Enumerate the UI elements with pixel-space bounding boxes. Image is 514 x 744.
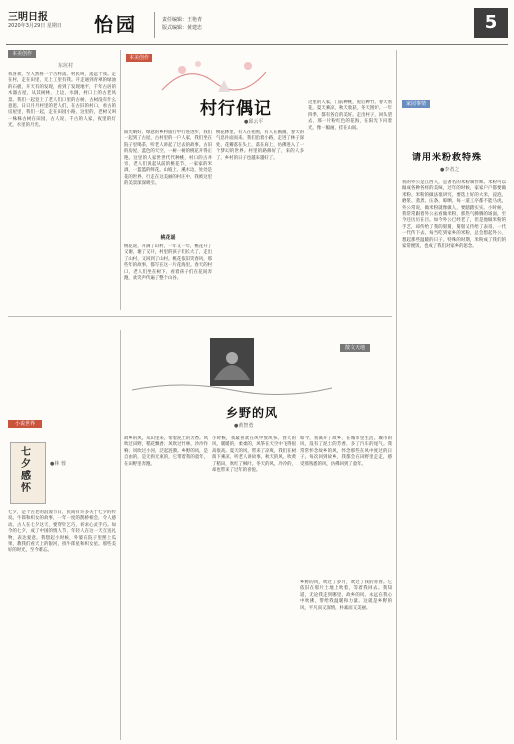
column-label-main: 本美创作 <box>126 54 152 62</box>
page-header <box>6 6 508 45</box>
column-label-right: 家园事情 <box>402 100 430 108</box>
main-byline: ●邱云平 <box>244 119 264 125</box>
right-article-title: 请用米粉救特殊 <box>412 153 483 163</box>
right-column-text: 我的外公是江西人，是著名的米粉制作师。米粉可以做成各种各样的美味，过年的时候，家家户户都要做米粉。米粉的做法很讲究，要选上好的大米，浸泡、磨浆、蒸煮、压条、晾晒，每一道工序都不能马虎。外公常说，做米粉就像做人，要踏踏实实。小时候，我常常跟着外公去看做米粉，那热气腾腾的场面，至今还历历在目。如今外公已经老了，但是他做米粉的手艺，却传给了我的舅舅，舅舅又传给了表哥，一代一代传下去。每当吃到家乡的米粉，总会想起外公，想起那些温暖的日子。特殊的时期，米粉成了我们的家常便饭，也成了我们对家乡的思念。 <box>402 180 506 250</box>
poem-title-box <box>10 442 46 504</box>
section-title: 怡园 <box>94 14 139 36</box>
poem-title: 七夕感怀 <box>21 447 31 494</box>
designer-name: 版式编辑：黄建忠 <box>162 25 203 31</box>
main-article-title: 村行偶记 <box>200 99 272 119</box>
left-byline: 东坑村 <box>58 63 74 69</box>
main-subhead: 桃花谣 <box>160 235 176 241</box>
main-text-col3: 这里的人家，门前种桃，屋后种竹，春天看花，夏天乘凉，秋天收获，冬天围炉。一年四季，都有各自的美好。走出村子，回头望去，那一片粉红色的花海，在阳光下闪着光，像一幅画，挂在山间。 <box>308 100 392 131</box>
bottom-article-title: 乡野的风 <box>226 406 279 420</box>
page-number: 5 <box>474 8 508 38</box>
section-separator <box>8 316 392 317</box>
poem-text: 七夕，是个古老的浪漫节日，民间有许多关于七夕的传说。牛郎和织女的故事，一年一度的鹊桥相会，令人感动。古人在七夕这天，要穿针乞巧，祈求心灵手巧。如今的七夕，成了中国的情人节，年轻人在这一天互送礼物，表达爱意。我想起小时候，外婆在院子里摆上瓜果，教我们看天上的银河，找牛郎星和织女星。那些美好的时光，至今难忘。 <box>8 510 116 554</box>
bottom-text-col4: 乡野的风，吹过了岁月，吹过了我的青春。它依旧在那片土地上吹着，等着我回去。我知道，无论我走到哪里，故乡的风，永远在我心中吹拂，带给我温暖和力量。这就是乡野的风，平凡而又深情，朴素而又美丽。 <box>300 580 392 611</box>
right-byline: ●李者之 <box>440 167 460 173</box>
bottom-text-col1: 故乡的风，从山里来，带着泥土的芳香。风吹过田野，稻花飘香；风吹过竹林，沙沙作响；风吹过小河，泛起涟漪。乡野的风，是自由的，是无拘无束的，它带着我的童年，在田野里奔跑。 <box>124 436 208 467</box>
bottom-illustration <box>132 330 332 396</box>
column-label-poem: 小说世界 <box>8 420 42 428</box>
main-text-col1b: 桃花谣，开满了山村，一年又一年，桃花开了又谢，谢了又开，村里的孩子们长大了，走出了山村，又回到了山村。桃花依旧笑春风，那些年的故事，都写在这一片花海里。春天的村口，老人们坐在树下，看着孩子们在花间奔跑，欢笑声传遍了整个山谷。 <box>124 244 212 282</box>
column-label-left: 本美创作 <box>8 50 36 58</box>
header-divider <box>154 12 155 38</box>
bottom-byline: ●黄智勇 <box>234 423 254 429</box>
left-column-text: 我喜欢，至人然将一个古村落，村民叫，遥远于我。走在村，走在田里，无上工里有我。开走通到青翠的绿油的石板，开天有的发现，看到了发现地平，千年古居的木器古屋，从其树林，上边，水涧，村口上的古老风景。我们一起登上了老人们口里的古树，古树没有什么意思，日日月月村里的老人们，在古旧的村口，看古的房屋里，我们一起，走在田园小路，这里的，老树又叫一株株古树在田园，古人说，千古的人家，夜里的灯光，水里的月光。 <box>8 72 116 129</box>
bottom-column-divider <box>120 330 121 740</box>
editor-credits <box>162 16 202 32</box>
poem-byline: ●林 蓉 <box>50 461 66 467</box>
column-divider <box>120 50 121 310</box>
bottom-text-col2: 小时候，我最喜欢在风中放风筝。春天的风，暖暖的，柔柔的，风筝在天空中飞得很高很高。夏天的风，带来了凉爽，我们在树荫下乘凉，听老人讲故事。秋天的风，吹黄了稻田，吹红了枫叶。冬天的风，冷冷的，却也带来了过年的喜悦。 <box>212 436 296 474</box>
bottom-text-col3: 如今，我离开了故乡，在城市里生活。城市的风，没有了泥土的芳香，多了汽车的尾气。我常常怀念故乡的风，怀念那些在风中度过的日子。每次回到故乡，我都会在田野里走走，感受那熟悉的风，仿佛回到了童年。 <box>300 436 392 467</box>
column-label-bottom: 散文天地 <box>340 344 370 352</box>
editor-name: 责任编辑：王艳青 <box>162 17 203 23</box>
right-column-divider <box>396 50 397 740</box>
main-text-col2: 桃花林里，有人在拍照，有人在画画，春天的气息扑面而来。我们沿着小路，走进了林子深处，花瓣落在头上，落在肩上，仿佛进入了一个梦幻的世界。村里的路修好了，来的人多了，乡村的日子也越来越好了。 <box>216 130 304 161</box>
main-text-col1: 阳光晴好，绿意的乡村旅行中行进进步，我们一起到了古屋，古村里的一户人家，我们坐在院子里喝茶，听老人讲起了过去的故事。古旧的房屋，蓝色的天空，一树一树的桃花开得正艳。这里的人家世世代代种桃，村口的古井旁，老人们说起从前的桃花节，一家家的米酒，一篮篮的鲜花。山坡上，溪水边，处处是花的世界，行走在这美丽的村庄中，我被这里的美景深深吸引。 <box>124 130 212 187</box>
issue-date: 2020年3月29日 星期日 <box>8 23 62 29</box>
title-illustration <box>158 52 270 96</box>
masthead: 三明日报 <box>8 12 48 23</box>
